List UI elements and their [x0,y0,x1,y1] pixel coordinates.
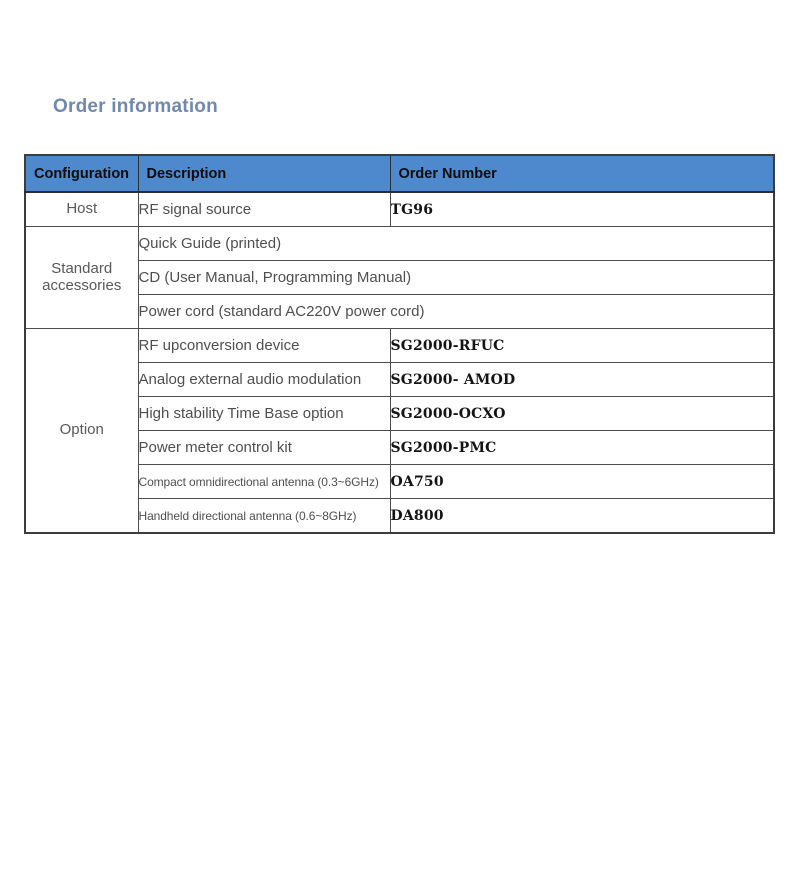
table-row-option-2 [25,363,774,397]
table-row-option-1 [25,329,774,363]
column-header-description: Description [138,155,390,192]
description-cell: Quick Guide (printed) [138,227,774,261]
table-header-row [25,155,774,192]
config-cell-host: Host [25,192,138,227]
description-cell: RF signal source [138,192,390,227]
table-row-option-4 [25,431,774,465]
table-row-standard-3 [25,295,774,329]
order-number-cell: SG2000-OCXO [390,397,774,431]
description-cell: Power meter control kit [138,431,390,465]
order-number-cell: TG96 [390,192,774,227]
description-cell: Analog external audio modulation [138,363,390,397]
description-cell: Handheld directional antenna (0.6~8GHz) [138,499,390,534]
table-row-standard-2 [25,261,774,295]
column-header-configuration: Configuration [25,155,138,192]
table-row-option-5 [25,465,774,499]
description-cell: Power cord (standard AC220V power cord) [138,295,774,329]
order-information-table [24,154,775,534]
order-number-cell: OA750 [390,465,774,499]
order-number-cell: SG2000-PMC [390,431,774,465]
description-cell: RF upconversion device [138,329,390,363]
description-cell: Compact omnidirectional antenna (0.3~6GHz) [138,465,390,499]
description-cell: CD (User Manual, Programming Manual) [138,261,774,295]
table-row-option-6 [25,499,774,534]
page-title: Order information [53,96,218,117]
order-number-cell: DA800 [390,499,774,534]
table-row-option-3 [25,397,774,431]
table-row-host [25,192,774,227]
order-number-cell: SG2000- AMOD [390,363,774,397]
column-header-order-number: Order Number [390,155,774,192]
description-cell: High stability Time Base option [138,397,390,431]
config-cell-standard-accessories: Standard accessories [25,227,138,329]
order-number-cell: SG2000-RFUC [390,329,774,363]
table-row-standard-1 [25,227,774,261]
config-cell-option: Option [25,329,138,534]
